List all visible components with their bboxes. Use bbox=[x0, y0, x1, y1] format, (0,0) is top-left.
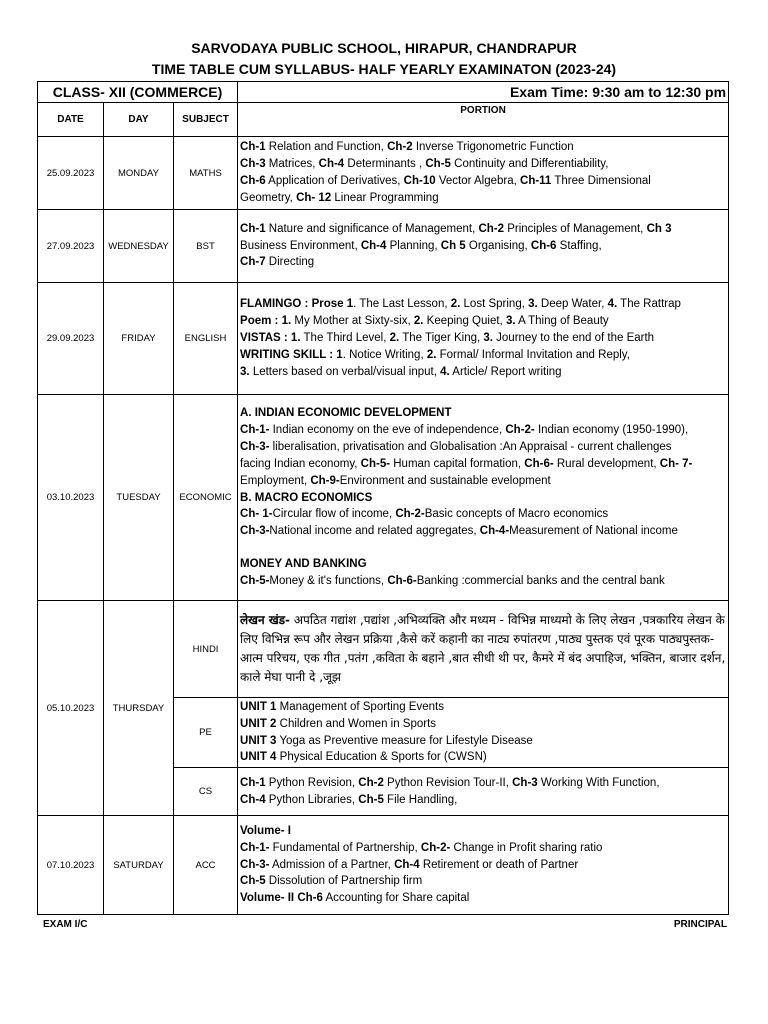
portion-line bbox=[240, 890, 726, 907]
portion-text: Working With Function, bbox=[537, 776, 660, 789]
hindi-portion-head: लेखन खंड- bbox=[240, 613, 291, 627]
portion-bold-text: Ch-3 bbox=[240, 158, 266, 171]
portion-bold-text: Ch-4 bbox=[240, 793, 266, 806]
portion-line bbox=[240, 540, 726, 556]
portion-bold-text: UNIT 3 bbox=[240, 734, 277, 747]
portion-bold-text: Ch-5- bbox=[360, 457, 391, 470]
portion-line bbox=[240, 523, 726, 540]
portion-line bbox=[240, 873, 726, 890]
portion-bold-text: Ch-4 bbox=[318, 158, 345, 171]
portion-cell bbox=[238, 816, 729, 915]
portion-bold-text: Ch-2- bbox=[395, 508, 425, 521]
portion-line bbox=[240, 473, 726, 490]
school-name: SARVODAYA PUBLIC SCHOOL, HIRAPUR, CHANDRAPUR bbox=[191, 40, 577, 56]
portion-line bbox=[240, 139, 726, 156]
portion-line bbox=[240, 456, 726, 473]
portion-text: Change in Profit sharing ratio bbox=[450, 841, 603, 854]
portion-line bbox=[240, 749, 726, 766]
portion-bold-text: FLAMINGO : Prose 1 bbox=[240, 298, 354, 311]
portion-text: . The Last Lesson, bbox=[353, 298, 451, 311]
portion-bold-text: Ch-4 bbox=[360, 239, 387, 252]
portion-line bbox=[240, 330, 726, 347]
portion-bold-text: B. MACRO ECONOMICS bbox=[240, 491, 373, 504]
exam-subject: CS bbox=[174, 768, 238, 816]
portion-text: Planning, bbox=[386, 239, 441, 252]
portion-text: Python Libraries, bbox=[265, 793, 359, 806]
portion-line bbox=[240, 422, 726, 439]
portion-text: The Rattrap bbox=[617, 298, 681, 311]
portion-bold-text: Ch 5 bbox=[440, 239, 466, 252]
portion-line bbox=[240, 173, 726, 190]
portion-line bbox=[240, 857, 726, 874]
portion-text: Retirement or death of Partner bbox=[419, 858, 579, 871]
exam-day: TUESDAY bbox=[104, 395, 174, 601]
table-row bbox=[38, 210, 729, 283]
portion-line bbox=[240, 156, 726, 173]
portion-bold-text: Ch-5 bbox=[358, 793, 384, 806]
portion-bold-text: Ch-3- bbox=[240, 858, 270, 871]
portion-text: Inverse Trigonometric Function bbox=[412, 141, 574, 154]
portion-bold-text: Ch-7 bbox=[240, 256, 266, 269]
portion-text: Continuity and Differentiability, bbox=[450, 158, 609, 171]
portion-text: Children and Women in Sports bbox=[276, 717, 437, 730]
portion-text: Determinants , bbox=[344, 158, 426, 171]
portion-bold-text: 2. bbox=[389, 332, 400, 345]
exam-date: 27.09.2023 bbox=[38, 210, 104, 283]
portion-bold-text: 2. bbox=[413, 315, 424, 328]
portion-text: Deep Water, bbox=[537, 298, 608, 311]
portion-bold-text: Ch-1- bbox=[240, 423, 270, 436]
portion-bold-text: 2. bbox=[450, 298, 461, 311]
portion-text: Principles of Management, bbox=[504, 222, 647, 235]
col-portion-header: PORTION bbox=[238, 103, 729, 137]
portion-text: Python Revision, bbox=[265, 776, 359, 789]
portion-bold-text: Ch- 7- bbox=[659, 457, 693, 470]
portion-text: Indian economy (1950-1990), bbox=[534, 423, 689, 436]
portion-bold-text: Ch-3- bbox=[240, 525, 270, 538]
exam-day: WEDNESDAY bbox=[104, 210, 174, 283]
exam-subject: ECONOMIC bbox=[174, 395, 238, 601]
portion-text: . Notice Writing, bbox=[342, 348, 427, 361]
portion-text: Basic concepts of Macro economics bbox=[424, 508, 609, 521]
portion-bold-text: 3. bbox=[483, 332, 493, 345]
portion-bold-text: Ch-1 bbox=[240, 776, 266, 789]
portion-text: Python Revision Tour-II, bbox=[383, 776, 513, 789]
portion-bold-text: Ch-2 bbox=[358, 776, 384, 789]
col-day-header: DAY bbox=[104, 103, 174, 137]
portion-text: facing Indian economy, bbox=[240, 457, 361, 470]
portion-bold-text: Ch-1- bbox=[240, 841, 270, 854]
portion-line bbox=[240, 840, 726, 857]
portion-line bbox=[240, 296, 726, 313]
class-label: CLASS- XII (COMMERCE) bbox=[38, 82, 238, 103]
portion-cell bbox=[238, 698, 729, 768]
portion-text: Directing bbox=[265, 256, 315, 269]
portion-bold-text: Ch-6- bbox=[524, 457, 554, 470]
portion-text: Formal/ Informal Invitation and Reply, bbox=[436, 348, 630, 361]
portion-cell bbox=[238, 137, 729, 210]
portion-text: Lost Spring, bbox=[460, 298, 529, 311]
portion-text: Rural development, bbox=[553, 457, 660, 470]
portion-bold-text: Ch-2- bbox=[505, 423, 535, 436]
class-row bbox=[38, 82, 729, 103]
portion-bold-text: A. INDIAN ECONOMIC DEVELOPMENT bbox=[240, 406, 452, 419]
timetable bbox=[37, 81, 729, 915]
portion-bold-text: UNIT 1 bbox=[240, 700, 277, 713]
portion-bold-text: UNIT 4 bbox=[240, 751, 277, 764]
exam-day: THURSDAY bbox=[104, 601, 174, 816]
portion-cell-hindi bbox=[238, 601, 729, 698]
portion-line bbox=[240, 405, 726, 422]
exam-date: 05.10.2023 bbox=[38, 601, 104, 816]
exam-day: SATURDAY bbox=[104, 816, 174, 915]
portion-text: My Mother at Sixty-six, bbox=[291, 315, 414, 328]
portion-text: Journey to the end of the Earth bbox=[492, 332, 655, 345]
portion-bold-text: Ch-3 bbox=[512, 776, 538, 789]
portion-bold-text: 4. bbox=[607, 298, 618, 311]
portion-line bbox=[240, 775, 726, 792]
portion-text: Environment and sustainable evelopment bbox=[339, 474, 551, 487]
portion-bold-text: Ch-9- bbox=[310, 474, 340, 487]
portion-bold-text: Ch- 1- bbox=[240, 508, 273, 521]
portion-text: Admission of a Partner, bbox=[269, 858, 395, 871]
portion-text: Linear Programming bbox=[331, 191, 439, 204]
portion-text: Banking :commercial banks and the central bank bbox=[416, 575, 665, 588]
portion-text: Human capital formation, bbox=[390, 457, 525, 470]
portion-cell bbox=[238, 395, 729, 601]
portion-text: Three Dimensional bbox=[551, 175, 651, 187]
portion-bold-text: Ch-11 bbox=[520, 175, 552, 187]
portion-cell bbox=[238, 283, 729, 395]
exam-subject: PE bbox=[174, 698, 238, 768]
principal-label: PRINCIPAL bbox=[673, 919, 727, 930]
portion-line bbox=[240, 238, 726, 255]
exam-subject: HINDI bbox=[174, 601, 238, 698]
portion-cell bbox=[238, 210, 729, 283]
exam-date: 29.09.2023 bbox=[38, 283, 104, 395]
portion-line bbox=[240, 221, 726, 238]
portion-text: Employment, bbox=[240, 474, 311, 487]
portion-text: Keeping Quiet, bbox=[423, 315, 506, 328]
portion-text: Physical Education & Sports for (CWSN) bbox=[276, 751, 487, 764]
portion-bold-text: WRITING SKILL : 1 bbox=[240, 348, 343, 361]
portion-bold-text: Ch-10 bbox=[403, 175, 436, 187]
portion-line bbox=[240, 506, 726, 523]
portion-bold-text: Ch-6 bbox=[240, 175, 266, 187]
portion-text: Money & it's functions, bbox=[269, 575, 388, 588]
portion-text: liberalisation, privatisation and Globalisation :An Appraisal - current challenges bbox=[269, 440, 672, 453]
portion-line bbox=[240, 190, 726, 207]
portion-text: Article/ Report writing bbox=[449, 365, 562, 378]
exam-date: 25.09.2023 bbox=[38, 137, 104, 210]
portion-line bbox=[240, 347, 726, 364]
portion-bold-text: 3. bbox=[240, 365, 250, 378]
portion-line bbox=[240, 313, 726, 330]
portion-bold-text: Ch- 12 bbox=[296, 191, 332, 204]
exam-subject: ENGLISH bbox=[174, 283, 238, 395]
portion-bold-text: Volume- I bbox=[240, 824, 291, 837]
portion-text: Indian economy on the eve of independence, bbox=[269, 423, 506, 436]
exam-incharge-label: EXAM I/C bbox=[43, 919, 88, 930]
portion-line bbox=[240, 364, 726, 381]
portion-bold-text: Ch-2 bbox=[387, 141, 413, 154]
portion-line bbox=[240, 573, 726, 590]
portion-text: Accounting for Share capital bbox=[322, 892, 470, 905]
document-title: TIME TABLE CUM SYLLABUS- HALF YEARLY EXAMINATON (2023-24) bbox=[151, 61, 617, 77]
portion-text: Circular flow of income, bbox=[272, 508, 396, 521]
portion-bold-text: Ch-1 bbox=[240, 222, 266, 235]
portion-bold-text: Ch-2- bbox=[420, 841, 451, 854]
portion-line bbox=[240, 254, 726, 271]
portion-text: Letters based on verbal/visual input, bbox=[249, 365, 441, 378]
portion-line bbox=[240, 556, 726, 573]
hindi-portion-text: अपठित गद्यांश ,पद्यांश ,अभिव्यक्ति और मध्यम - विभिन्न माध्यमो के लिए लेखन ,पत्रकारिय लेखन के लिए विभिन्न रूप और लेखन प्रक्रिया ,कैसे करें कहानी का नाट्य रुपांतरण ,पाठ्य पुस्तक एवं पूरक पाठ्यपुस्तक- आत्म परिचय, एक गीत ,पतंग ,कविता के बहाने ,बात सीधी थी पर, कैमरे में बंद अपाहिज, भक्तिन, बाजार दर्शन, काले मेघा पानी दे ,जूझ bbox=[240, 613, 726, 684]
portion-text: Fundamental of Partnership, bbox=[269, 841, 421, 854]
portion-bold-text: Ch-4- bbox=[479, 525, 510, 538]
portion-bold-text: 3. bbox=[528, 298, 538, 311]
portion-text: A Thing of Beauty bbox=[515, 315, 609, 328]
portion-text: Vector Algebra, bbox=[435, 175, 521, 187]
exam-subject: MATHS bbox=[174, 137, 238, 210]
portion-bold-text: Poem : 1. bbox=[240, 315, 292, 328]
portion-bold-text: Ch-6 bbox=[530, 239, 557, 252]
hindi-portion bbox=[240, 613, 725, 684]
exam-time: Exam Time: 9:30 am to 12:30 pm bbox=[238, 82, 729, 103]
portion-text: Business Environment, bbox=[240, 239, 361, 252]
table-row bbox=[38, 816, 729, 915]
portion-text: Geometry, bbox=[240, 191, 297, 204]
portion-line bbox=[240, 792, 726, 809]
portion-line bbox=[240, 699, 726, 716]
portion-bold-text: Ch-2 bbox=[478, 222, 505, 235]
portion-bold-text: 4. bbox=[440, 365, 450, 378]
portion-bold-text: Ch-3- bbox=[240, 440, 270, 453]
exam-day: MONDAY bbox=[104, 137, 174, 210]
portion-text: File Handling, bbox=[383, 793, 458, 806]
portion-text: Dissolution of Partnership firm bbox=[265, 875, 423, 888]
portion-bold-text: VISTAS : 1. bbox=[240, 332, 301, 345]
exam-day: FRIDAY bbox=[104, 283, 174, 395]
portion-line bbox=[240, 716, 726, 733]
portion-bold-text: Ch-4 bbox=[394, 858, 420, 871]
portion-bold-text: Ch-1 bbox=[240, 141, 266, 154]
portion-bold-text: UNIT 2 bbox=[240, 717, 277, 730]
portion-line bbox=[240, 733, 726, 750]
portion-text: Management of Sporting Events bbox=[276, 700, 444, 713]
portion-bold-text: 3. bbox=[505, 315, 516, 328]
table-row bbox=[38, 137, 729, 210]
portion-text: Nature and significance of Management, bbox=[265, 222, 479, 235]
portion-bold-text: Ch-5 bbox=[240, 875, 266, 888]
portion-line bbox=[240, 439, 726, 456]
portion-bold-text: Ch-5 bbox=[425, 158, 451, 171]
portion-bold-text: MONEY AND BANKING bbox=[240, 558, 367, 571]
portion-bold-text: Ch-5- bbox=[240, 575, 270, 588]
portion-text: Organising, bbox=[465, 239, 531, 252]
portion-text: Relation and Function, bbox=[265, 141, 388, 154]
portion-text: Staffing, bbox=[556, 239, 602, 252]
table-row bbox=[38, 601, 729, 698]
portion-text: Application of Derivatives, bbox=[265, 175, 404, 187]
col-date-header: DATE bbox=[38, 103, 104, 137]
exam-date: 07.10.2023 bbox=[38, 816, 104, 915]
column-header-row bbox=[38, 103, 729, 137]
portion-bold-text: 2. bbox=[426, 348, 437, 361]
portion-text: Yoga as Preventive measure for Lifestyle Disease bbox=[276, 734, 533, 747]
portion-text: Measurement of National income bbox=[509, 525, 678, 538]
portion-text: The Third Level, bbox=[300, 332, 390, 345]
portion-cell bbox=[238, 768, 729, 816]
portion-bold-text: Volume- II Ch-6 bbox=[240, 892, 323, 905]
portion-bold-text: Ch 3 bbox=[646, 222, 672, 235]
table-row bbox=[38, 283, 729, 395]
portion-text: National income and related aggregates, bbox=[269, 525, 480, 538]
portion-bold-text: Ch-6- bbox=[387, 575, 417, 588]
portion-text: The Tiger King, bbox=[399, 332, 484, 345]
portion-text: Matrices, bbox=[265, 158, 319, 171]
table-row bbox=[38, 395, 729, 601]
col-subject-header: SUBJECT bbox=[174, 103, 238, 137]
exam-subject: BST bbox=[174, 210, 238, 283]
portion-line bbox=[240, 823, 726, 840]
exam-date: 03.10.2023 bbox=[38, 395, 104, 601]
portion-line bbox=[240, 490, 726, 507]
exam-subject: ACC bbox=[174, 816, 238, 915]
